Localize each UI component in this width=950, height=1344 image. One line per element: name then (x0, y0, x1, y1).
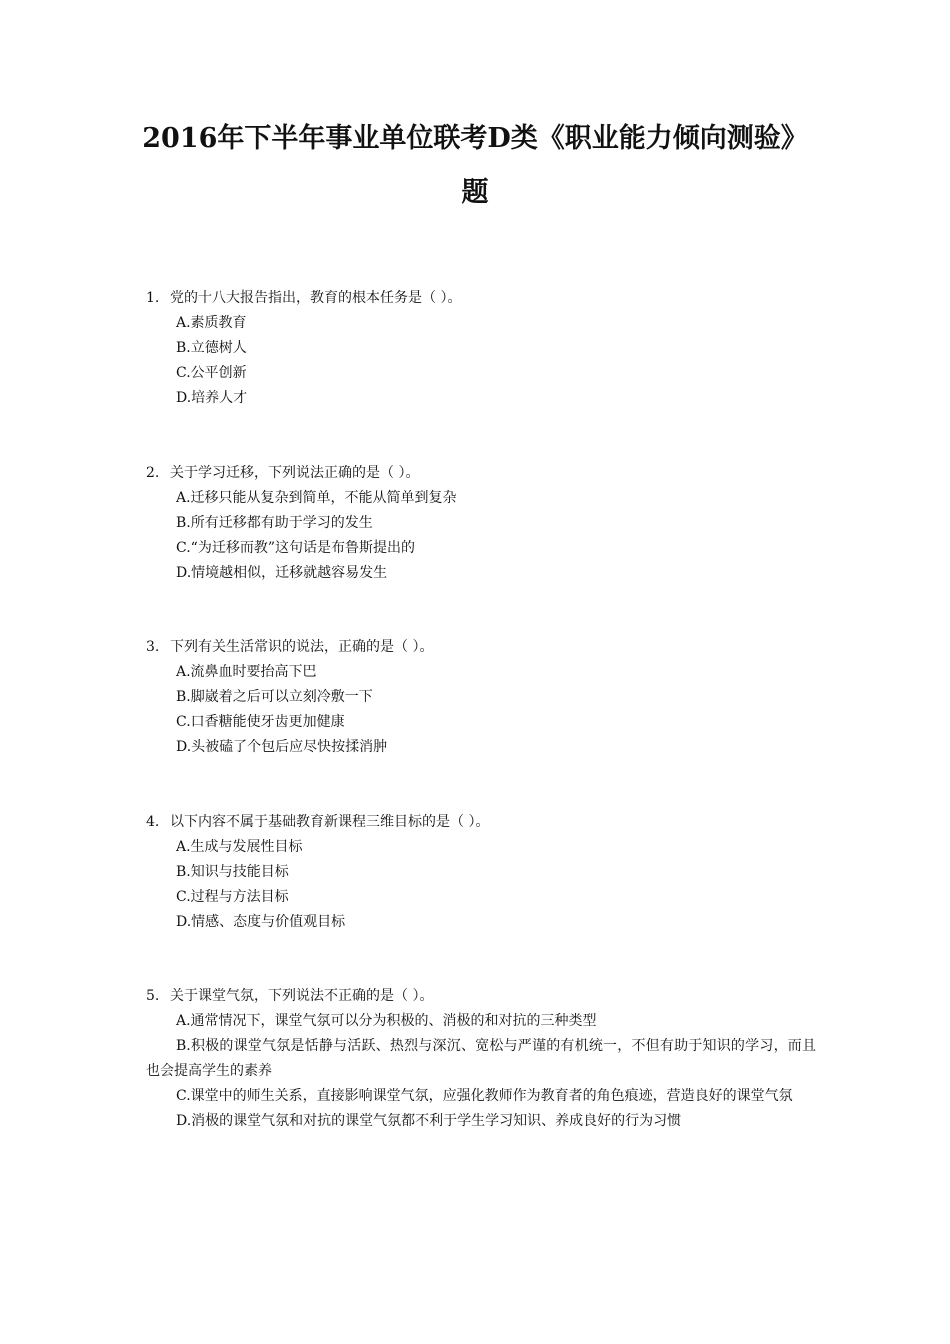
question-text: 党的十八大报告指出，教育的根本任务是（ ）。 (170, 290, 462, 306)
question-number: 4. (146, 814, 160, 830)
question-number: 3. (146, 639, 160, 655)
option-d: D.消极的课堂气氛和对抗的课堂气氛都不利于学生学习知识、养成良好的行为习惯 (176, 1113, 682, 1129)
option-b: B.积极的课堂气氛是恬静与活跃、热烈与深沉、宽松与严谨的有机统一，不但有助于知识的学习，而且也会提高学生的素养 (146, 1038, 816, 1079)
question-text: 关于学习迁移，下列说法正确的是（ ）。 (170, 465, 420, 481)
question-stem (146, 286, 816, 311)
question-text: 以下内容不属于基础教育新课程三维目标的是（ ）。 (170, 814, 490, 830)
question-5 (146, 984, 816, 1134)
option-c: C.公平创新 (176, 365, 247, 381)
question-4 (146, 810, 816, 935)
option-c: C.课堂中的师生关系，直接影响课堂气氛，应强化教师作为教育者的角色痕迹，营造良好的课堂气氛 (176, 1088, 793, 1104)
option-d: D.培养人才 (176, 390, 248, 406)
option-a: A.通常情况下，课堂气氛可以分为积极的、消极的和对抗的三种类型 (176, 1013, 597, 1029)
question-3 (146, 635, 816, 760)
question-number: 2. (146, 465, 160, 481)
question-2 (146, 461, 816, 586)
option-a: A.素质教育 (176, 315, 247, 331)
question-text: 下列有关生活常识的说法，正确的是（ ）。 (170, 639, 434, 655)
option-b: B.知识与技能目标 (176, 864, 289, 880)
question-stem (146, 635, 816, 660)
question-number: 5. (146, 988, 160, 1004)
option-d: D.头被磕了个包后应尽快按揉消肿 (176, 739, 388, 755)
option-a: A.流鼻血时要抬高下巴 (176, 664, 317, 680)
option-d: D.情感、态度与价值观目标 (176, 914, 346, 930)
option-c: C.“为迁移而教”这句话是布鲁斯提出的 (176, 540, 415, 556)
document-title-line2: 题 (461, 177, 489, 208)
question-stem (146, 984, 816, 1009)
option-b: B.立德树人 (176, 340, 247, 356)
option-a: A.迁移只能从复杂到简单，不能从简单到复杂 (176, 490, 457, 506)
question-text: 关于课堂气氛，下列说法不正确的是（ ）。 (170, 988, 434, 1004)
question-stem (146, 461, 816, 486)
option-a: A.生成与发展性目标 (176, 839, 303, 855)
question-1 (146, 286, 816, 411)
option-b: B.脚崴着之后可以立刻冷敷一下 (176, 689, 373, 705)
option-d: D.情境越相似，迁移就越容易发生 (176, 565, 388, 581)
document-title-line1: 2016年下半年事业单位联考D类《职业能力倾向测验》 (142, 123, 808, 154)
option-c: C.过程与方法目标 (176, 889, 289, 905)
option-b: B.所有迁移都有助于学习的发生 (176, 515, 373, 531)
question-number: 1. (146, 290, 160, 306)
option-c: C.口香糖能使牙齿更加健康 (176, 714, 345, 730)
question-stem (146, 810, 816, 835)
